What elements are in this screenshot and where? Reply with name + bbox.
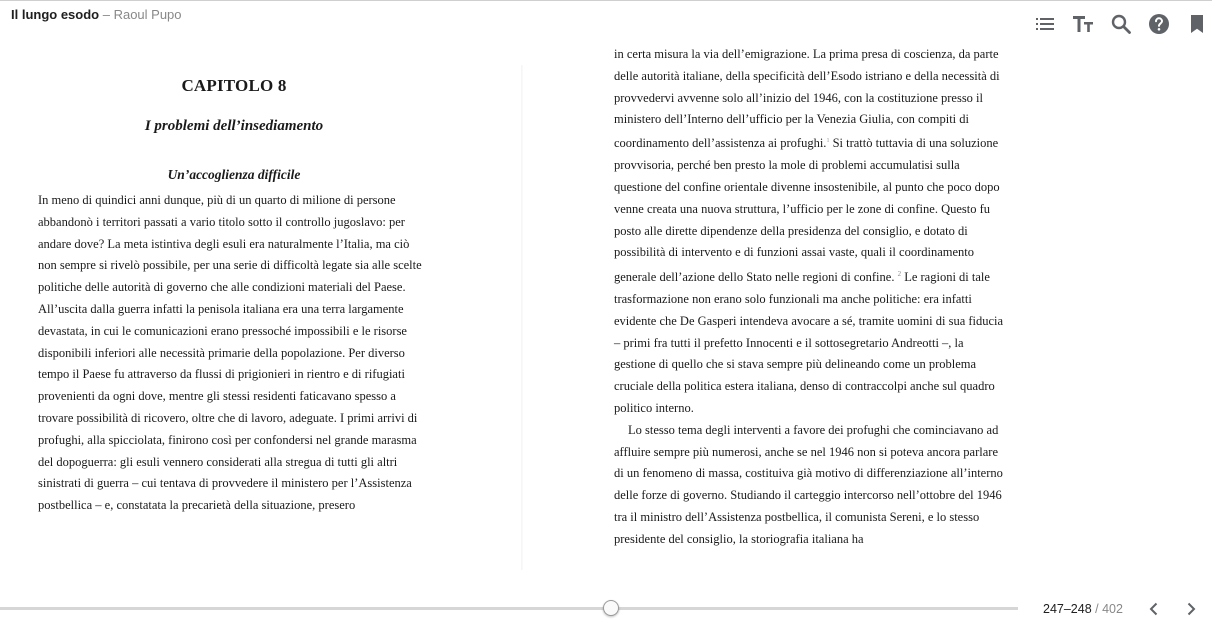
footnote-marker[interactable]: 1 <box>826 138 830 145</box>
paragraph-text: Le ragioni di tale trasformazione non erano solo funzionali ma anche politiche: era infatti evidente che De Gasperi intendeva avocare a sé, tramite uomini di sua fiducia – primi fra tutti il prefetto Innocenti e il sottosegretario Andreotti –, la gestione di quello che si stava sempre più delineando come un problema cruciale della politica estera italiana, denso di contraccolpi anche sul quadro politico interno. <box>614 270 1004 416</box>
previous-page-button[interactable] <box>1145 600 1163 618</box>
section-title: Un’accoglienza difficile <box>167 167 301 182</box>
left-page-paragraph: In meno di quindici anni dunque, più di un quarto di milione di persone abbandonò i territori passati a vario titolo sotto il controllo jugoslavo: per andare dove? La meta istintiva degli esuli era naturalmente l’Italia, ma ciò non sempre si rivelò possibile, per una serie di difficoltà legate sia alle scelte politiche delle autorità di governo che alle condizioni materiali del Paese. All’uscita dalla guerra infatti la penisola italiana era una terra largamente devastata, in cui le comunicazioni erano pressoché impossibili e le risorse disponibili inferiori alle necessità primarie della popolazione. Per diverso tempo il Paese fu attraverso da flussi di prigionieri in rientro e di rifugiati provenienti da ogni dove, mentre gli stessi residenti faticavano spesso a trovare possibilità di ricovero, oltre che di lavoro, adeguate. I primi arrivi di profughi, alla spicciolata, finirono così per confondersi nel grande marasma del dopoguerra: gli esuli vennero considerati alla stregua di tutti gli altri sinistrati di guerra – cui tentava di provvedere il ministero per l’Assistenza postbellica – e, constatata la precarietà della situazione, presero <box>38 193 422 513</box>
search-icon[interactable] <box>1109 12 1133 36</box>
page-gutter <box>521 65 523 570</box>
book-title-bar <box>11 7 182 22</box>
slider-thumb[interactable] <box>603 600 619 616</box>
help-icon[interactable] <box>1147 12 1171 36</box>
total-pages: 402 <box>1102 602 1123 616</box>
page-progress-slider[interactable] <box>0 607 1018 610</box>
top-bar <box>0 0 1212 29</box>
right-page-paragraph: Lo stesso tema degli interventi a favore dei profughi che cominciavano ad affluire sempre più numerosi, anche se nel 1946 non si poteva ancora parlare di un fenomeno di massa, costituiva già motivo di differenziazione all’interno delle forze di governo. Studiando il carteggio intercorso nell’ottobre del 1946 tra il ministro dell’Assistenza postbellica, il comunista Sereni, e lo stesso presidente del consiglio, la storiografia italiana ha <box>614 422 1003 546</box>
book-author: Raoul Pupo <box>113 7 182 22</box>
next-page-button[interactable] <box>1182 600 1200 618</box>
table-of-contents-icon[interactable] <box>1033 12 1057 36</box>
right-page-paragraph <box>614 44 1006 420</box>
paragraph-text: in certa misura la via dell’emigrazione. La prima presa di coscienza, da parte delle autorità italiane, della specificità dell’Esodo istriano e della necessità di provvedervi avvenne solo all’inizio del 1946, con la costituzione presso il ministero dell’Interno dell’ufficio per la Venezia Giulia, con compiti di coordinamento dell’assistenza ai profughi. <box>614 47 1000 151</box>
current-pages: 247–248 <box>1043 602 1092 616</box>
left-page <box>38 76 430 517</box>
right-page <box>614 44 1006 551</box>
footnote-marker[interactable]: 2 <box>897 270 902 279</box>
chevron-right-icon <box>1182 600 1200 618</box>
text-size-icon[interactable] <box>1071 12 1095 36</box>
chevron-left-icon <box>1145 600 1163 618</box>
chapter-heading: CAPITOLO 8 <box>181 76 287 95</box>
page-counter <box>1043 602 1123 616</box>
chapter-subtitle: I problemi dell’insediamento <box>144 118 324 134</box>
pages-separator: / <box>1091 602 1103 616</box>
bookmark-icon[interactable] <box>1185 12 1209 36</box>
book-title: Il lungo esodo <box>11 7 100 22</box>
paragraph-text: Si trattò tuttavia di una soluzione provvisoria, perché ben presto la mole di problemi accumulatisi sulla questione del confine orientale divenne insostenibile, al punto che poco dopo venne creata una nuova struttura, l’ufficio per le zone di confine. Questo fu posto alle dirette dipendenze della presidenza del consiglio, e dotato di possibilità di intervento e di funzioni assai vaste, quali il coordinamento generale dell’azione dello Stato nelle regioni di confine. <box>614 136 1000 285</box>
title-separator: – <box>99 7 114 22</box>
